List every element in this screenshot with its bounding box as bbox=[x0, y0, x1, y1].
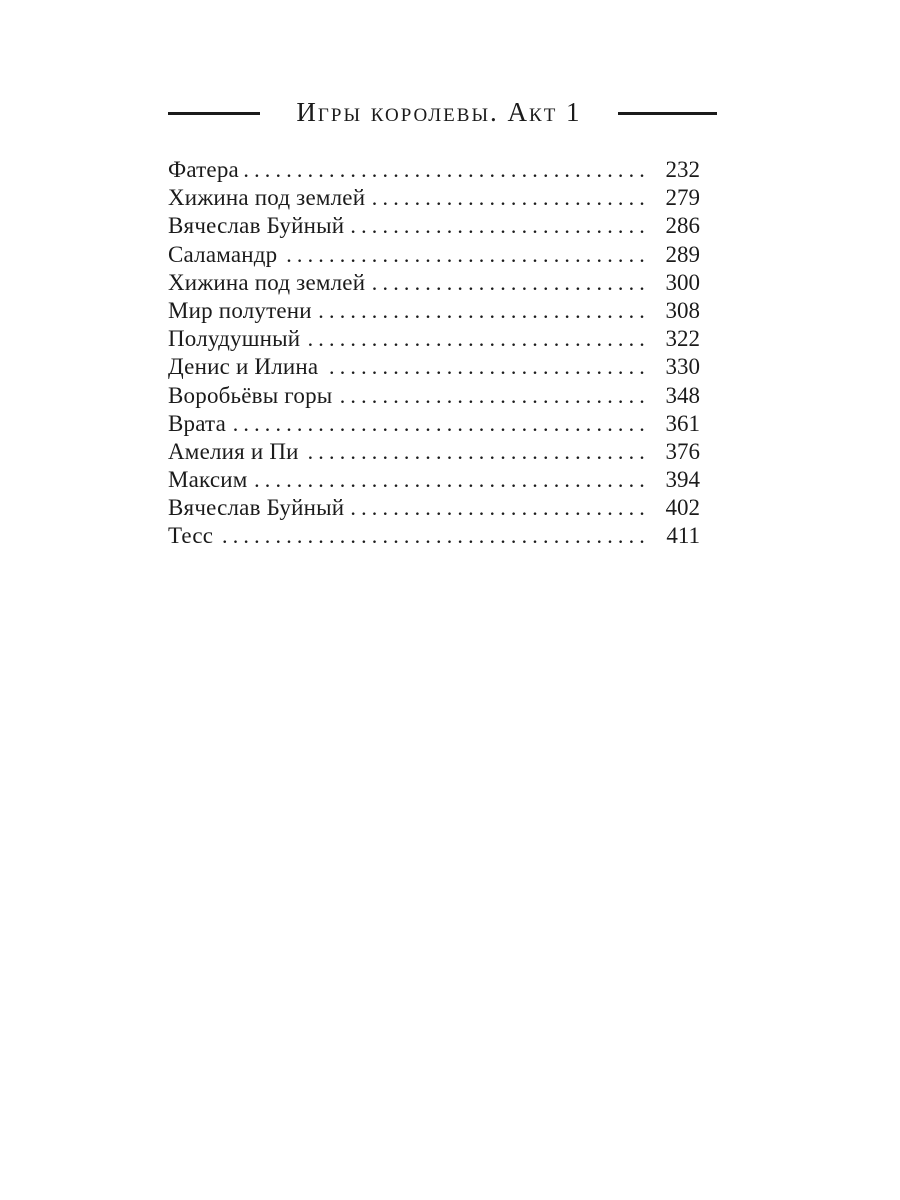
toc-entry bbox=[168, 523, 700, 551]
toc-entry bbox=[168, 383, 700, 411]
dot-leader bbox=[323, 354, 650, 380]
toc-entry-page: 348 bbox=[665, 382, 700, 408]
toc-entry bbox=[168, 242, 700, 270]
dot-leader bbox=[231, 411, 650, 437]
toc-entry bbox=[168, 270, 700, 298]
toc-entry-page: 289 bbox=[665, 241, 700, 267]
toc-entry-page: 279 bbox=[665, 185, 700, 211]
toc-entry-page: 402 bbox=[665, 495, 700, 521]
page-title: Игры королевы. Акт 1 bbox=[296, 97, 582, 127]
toc-entry-title: Вячеслав Буйный bbox=[168, 213, 345, 239]
toc-entry-page: 300 bbox=[665, 269, 700, 295]
toc-entry-title: Полудушный bbox=[168, 326, 301, 352]
dot-leader bbox=[218, 523, 650, 549]
dot-leader bbox=[305, 326, 650, 352]
toc-entry-title: Денис и Илина bbox=[168, 354, 319, 380]
toc-entry-title: Вячеслав Буйный bbox=[168, 495, 345, 521]
toc-entry-page: 361 bbox=[665, 410, 700, 436]
toc-entry-page: 411 bbox=[666, 523, 700, 549]
toc-entry bbox=[168, 495, 700, 523]
toc-entry-title: Максим bbox=[168, 467, 248, 493]
dot-leader bbox=[349, 495, 650, 521]
dot-leader bbox=[337, 383, 650, 409]
dot-leader bbox=[253, 467, 650, 493]
toc-entry-page: 330 bbox=[665, 354, 700, 380]
header-rule-left bbox=[168, 112, 260, 115]
dot-leader bbox=[282, 242, 650, 268]
dot-leader bbox=[317, 298, 650, 324]
toc-entry bbox=[168, 326, 700, 354]
toc-entry-page: 322 bbox=[665, 326, 700, 352]
toc-entry-page: 232 bbox=[665, 157, 700, 182]
toc-entry-title: Хижина под землей bbox=[168, 185, 366, 211]
dot-leader bbox=[304, 439, 650, 465]
dot-leader bbox=[370, 270, 650, 296]
toc-entry-page: 308 bbox=[665, 297, 700, 323]
table-of-contents bbox=[168, 157, 700, 552]
toc-entry-page: 394 bbox=[665, 467, 700, 493]
dot-leader bbox=[349, 213, 650, 239]
toc-entry-title: Врата bbox=[168, 410, 226, 436]
toc-entry bbox=[168, 157, 700, 185]
toc-entry bbox=[168, 185, 700, 213]
toc-entry bbox=[168, 467, 700, 495]
toc-entry bbox=[168, 411, 700, 439]
dot-leader bbox=[370, 185, 650, 211]
toc-entry-page: 286 bbox=[665, 213, 700, 239]
toc-entry bbox=[168, 354, 700, 382]
toc-entry-page: 376 bbox=[665, 438, 700, 464]
toc-entry-title: Амелия и Пи bbox=[168, 438, 299, 464]
toc-entry-title: Саламандр bbox=[168, 241, 278, 267]
toc-entry-title: Хижина под землей bbox=[168, 269, 366, 295]
dot-leader bbox=[244, 157, 650, 183]
toc-entry-title: Фатера bbox=[168, 157, 239, 182]
toc-entry bbox=[168, 298, 700, 326]
toc-entry bbox=[168, 439, 700, 467]
header-rule-right bbox=[618, 112, 717, 115]
toc-entry-title: Тесс bbox=[168, 523, 214, 549]
toc-entry-title: Воробьёвы горы bbox=[168, 382, 333, 408]
toc-entry-title: Мир полутени bbox=[168, 297, 312, 323]
toc-entry bbox=[168, 213, 700, 241]
chapter-header bbox=[168, 99, 717, 128]
